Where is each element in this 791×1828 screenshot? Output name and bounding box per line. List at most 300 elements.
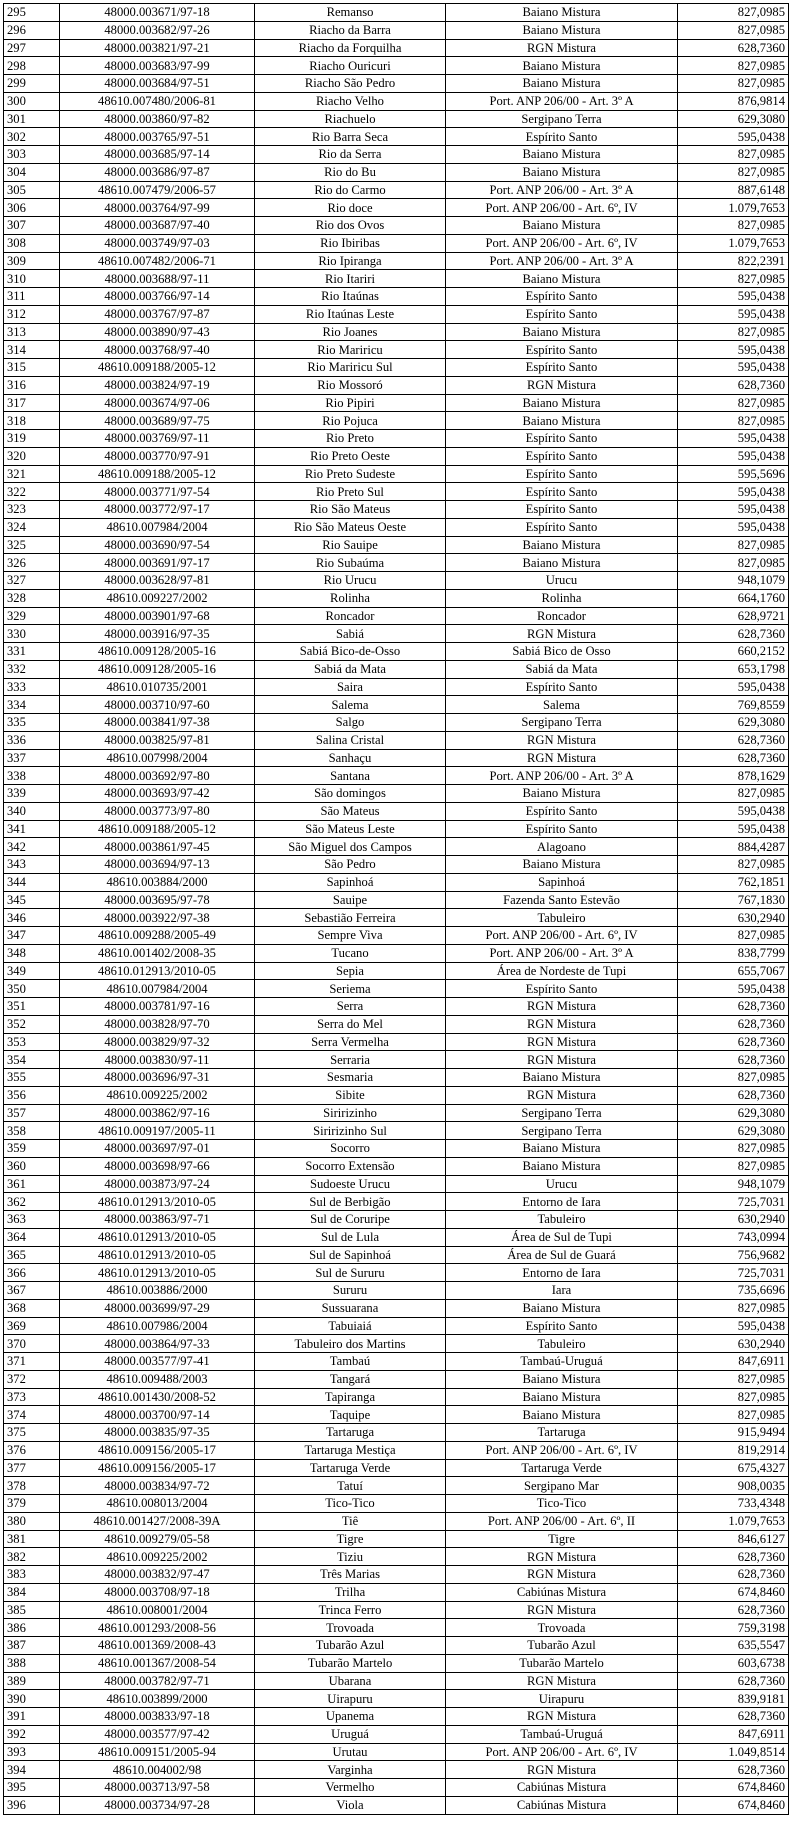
stream-cell: Baiano Mistura [446,1069,678,1087]
value-cell: 595,0438 [678,802,789,820]
table-row [4,980,789,998]
value-cell: 630,2940 [678,909,789,927]
value-cell: 827,0985 [678,554,789,572]
field-cell: Salema [255,696,446,714]
item-cell: 314 [4,341,60,359]
item-cell: 378 [4,1477,60,1495]
stream-cell: Sergipano Terra [446,1122,678,1140]
field-cell: Tartaruga [255,1424,446,1442]
stream-cell: Port. ANP 206/00 - Art. 3º A [446,767,678,785]
stream-cell: Port. ANP 206/00 - Art. 3º A [446,944,678,962]
table-row [4,1140,789,1158]
value-cell: 948,1079 [678,572,789,590]
field-cell: Uirapuru [255,1690,446,1708]
table-row [4,589,789,607]
item-cell: 395 [4,1779,60,1797]
table-row [4,270,789,288]
item-cell: 396 [4,1796,60,1814]
process-cell: 48000.003832/97-47 [60,1566,255,1584]
table-row [4,944,789,962]
item-cell: 308 [4,234,60,252]
item-cell: 355 [4,1069,60,1087]
process-cell: 48000.003834/97-72 [60,1477,255,1495]
field-cell: Sanhaçu [255,749,446,767]
table-row [4,1619,789,1637]
process-cell: 48000.003824/97-19 [60,376,255,394]
stream-cell: Tabuleiro [446,1211,678,1229]
stream-cell: Sabiá Bico de Osso [446,643,678,661]
field-cell: São Mateus [255,802,446,820]
value-cell: 628,7360 [678,376,789,394]
table-row [4,625,789,643]
stream-cell: RGN Mistura [446,1033,678,1051]
field-cell: Sabiá da Mata [255,660,446,678]
table-row [4,1441,789,1459]
field-cell: Vermelho [255,1779,446,1797]
table-row [4,891,789,909]
value-cell: 595,0438 [678,1317,789,1335]
process-cell: 48000.003696/97-31 [60,1069,255,1087]
stream-cell: RGN Mistura [446,1566,678,1584]
item-cell: 302 [4,128,60,146]
item-cell: 333 [4,678,60,696]
table-row [4,1193,789,1211]
table-row [4,1388,789,1406]
item-cell: 376 [4,1441,60,1459]
stream-cell: Espírito Santo [446,501,678,519]
value-cell: 827,0985 [678,1069,789,1087]
stream-cell: Baiano Mistura [446,163,678,181]
table-row [4,873,789,891]
item-cell: 350 [4,980,60,998]
table-row [4,1637,789,1655]
stream-cell: Port. ANP 206/00 - Art. 6º, IV [446,199,678,217]
value-cell: 595,0438 [678,501,789,519]
item-cell: 334 [4,696,60,714]
item-cell: 371 [4,1353,60,1371]
item-cell: 368 [4,1299,60,1317]
stream-cell: Baiano Mistura [446,785,678,803]
value-cell: 847,6911 [678,1353,789,1371]
stream-cell: Tubarão Azul [446,1637,678,1655]
item-cell: 383 [4,1566,60,1584]
item-cell: 393 [4,1743,60,1761]
table-row [4,660,789,678]
item-cell: 327 [4,572,60,590]
process-cell: 48610.010735/2001 [60,678,255,696]
value-cell: 630,2940 [678,1211,789,1229]
value-cell: 628,9721 [678,607,789,625]
process-cell: 48000.003690/97-54 [60,536,255,554]
item-cell: 341 [4,820,60,838]
field-cell: Serra Vermelha [255,1033,446,1051]
item-cell: 298 [4,57,60,75]
field-cell: Rio doce [255,199,446,217]
field-cell: Tambaú [255,1353,446,1371]
value-cell: 628,7360 [678,1086,789,1104]
process-cell: 48000.003821/97-21 [60,39,255,57]
item-cell: 359 [4,1140,60,1158]
stream-cell: Sapinhoá [446,873,678,891]
item-cell: 356 [4,1086,60,1104]
field-cell: Rio São Mateus [255,501,446,519]
value-cell: 630,2940 [678,1335,789,1353]
field-cell: Sabiá [255,625,446,643]
table-row [4,714,789,732]
item-cell: 349 [4,962,60,980]
item-cell: 317 [4,394,60,412]
item-cell: 306 [4,199,60,217]
table-row [4,163,789,181]
stream-cell: Sergipano Terra [446,1104,678,1122]
field-cell: Rio dos Ovos [255,217,446,235]
stream-cell: Port. ANP 206/00 - Art. 6º, IV [446,234,678,252]
value-cell: 827,0985 [678,163,789,181]
item-cell: 344 [4,873,60,891]
value-cell: 628,7360 [678,625,789,643]
stream-cell: Salema [446,696,678,714]
process-cell: 48000.003764/97-99 [60,199,255,217]
table-row [4,1228,789,1246]
process-cell: 48000.003749/97-03 [60,234,255,252]
item-cell: 385 [4,1601,60,1619]
process-cell: 48610.012913/2010-05 [60,1193,255,1211]
value-cell: 674,8460 [678,1796,789,1814]
table-row [4,1601,789,1619]
table-row [4,483,789,501]
stream-cell: RGN Mistura [446,625,678,643]
field-cell: Trilha [255,1583,446,1601]
table-row [4,21,789,39]
table-row [4,341,789,359]
process-cell: 48610.007479/2006-57 [60,181,255,199]
value-cell: 629,3080 [678,1104,789,1122]
stream-cell: Baiano Mistura [446,4,678,22]
stream-cell: Baiano Mistura [446,412,678,430]
table-row [4,696,789,714]
table-row [4,1175,789,1193]
item-cell: 300 [4,92,60,110]
stream-cell: Área de Nordeste de Tupi [446,962,678,980]
item-cell: 390 [4,1690,60,1708]
stream-cell: Port. ANP 206/00 - Art. 3º A [446,92,678,110]
stream-cell: Cabiúnas Mistura [446,1796,678,1814]
process-cell: 48000.003691/97-17 [60,554,255,572]
field-cell: Rio Pojuca [255,412,446,430]
field-cell: São domingos [255,785,446,803]
stream-cell: Baiano Mistura [446,270,678,288]
field-cell: Rio Itariri [255,270,446,288]
process-cell: 48000.003577/97-42 [60,1725,255,1743]
process-cell: 48610.009225/2002 [60,1548,255,1566]
field-cell: Rio do Carmo [255,181,446,199]
item-cell: 335 [4,714,60,732]
value-cell: 629,3080 [678,110,789,128]
process-cell: 48000.003688/97-11 [60,270,255,288]
stream-cell: Espírito Santo [446,447,678,465]
process-cell: 48000.003766/97-14 [60,288,255,306]
field-cell: Tapiranga [255,1388,446,1406]
stream-cell: Sergipano Mar [446,1477,678,1495]
value-cell: 847,6911 [678,1725,789,1743]
process-cell: 48610.001293/2008-56 [60,1619,255,1637]
field-cell: Roncador [255,607,446,625]
stream-cell: RGN Mistura [446,731,678,749]
process-cell: 48000.003693/97-42 [60,785,255,803]
item-cell: 369 [4,1317,60,1335]
item-cell: 386 [4,1619,60,1637]
field-cell: Riacho da Barra [255,21,446,39]
value-cell: 827,0985 [678,1370,789,1388]
process-cell: 48000.003825/97-81 [60,731,255,749]
field-cell: Serra [255,998,446,1016]
table-row [4,1530,789,1548]
value-cell: 595,0438 [678,518,789,536]
stream-cell: Baiano Mistura [446,146,678,164]
process-cell: 48610.012913/2010-05 [60,1264,255,1282]
field-cell: Sesmaria [255,1069,446,1087]
field-cell: Tangará [255,1370,446,1388]
field-cell: Rio Mariricu Sul [255,359,446,377]
value-cell: 887,6148 [678,181,789,199]
field-cell: Tucano [255,944,446,962]
value-cell: 629,3080 [678,1122,789,1140]
table-row [4,376,789,394]
process-cell: 48000.003864/97-33 [60,1335,255,1353]
value-cell: 595,0438 [678,430,789,448]
item-cell: 348 [4,944,60,962]
field-cell: Rio Mossoró [255,376,446,394]
process-cell: 48000.003773/97-80 [60,802,255,820]
value-cell: 838,7799 [678,944,789,962]
item-cell: 321 [4,465,60,483]
field-cell: Rio Urucu [255,572,446,590]
stream-cell: Port. ANP 206/00 - Art. 3º A [446,181,678,199]
stream-cell: Espírito Santo [446,1317,678,1335]
stream-cell: Trovoada [446,1619,678,1637]
field-cell: Ubarana [255,1672,446,1690]
item-cell: 345 [4,891,60,909]
table-row [4,1654,789,1672]
item-cell: 332 [4,660,60,678]
table-row [4,447,789,465]
process-cell: 48000.003890/97-43 [60,323,255,341]
stream-cell: RGN Mistura [446,1051,678,1069]
field-cell: Tartaruga Mestiça [255,1441,446,1459]
table-row [4,731,789,749]
table-row [4,518,789,536]
field-cell: São Miguel dos Campos [255,838,446,856]
field-cell: Rio Preto Oeste [255,447,446,465]
table-row [4,1122,789,1140]
stream-cell: Baiano Mistura [446,536,678,554]
field-cell: Salina Cristal [255,731,446,749]
table-row [4,234,789,252]
table-row [4,785,789,803]
field-cell: Rio Barra Seca [255,128,446,146]
process-cell: 48610.009225/2002 [60,1086,255,1104]
table-row [4,998,789,1016]
process-cell: 48000.003628/97-81 [60,572,255,590]
item-cell: 304 [4,163,60,181]
value-cell: 629,3080 [678,714,789,732]
item-cell: 323 [4,501,60,519]
field-cell: Riacho Velho [255,92,446,110]
field-cell: Uruguá [255,1725,446,1743]
value-cell: 827,0985 [678,217,789,235]
process-cell: 48610.009488/2003 [60,1370,255,1388]
process-cell: 48000.003710/97-60 [60,696,255,714]
process-cell: 48000.003841/97-38 [60,714,255,732]
item-cell: 343 [4,856,60,874]
table-row [4,909,789,927]
process-cell: 48000.003577/97-41 [60,1353,255,1371]
stream-cell: RGN Mistura [446,376,678,394]
table-row [4,1353,789,1371]
field-cell: São Mateus Leste [255,820,446,838]
process-cell: 48610.009188/2005-12 [60,359,255,377]
process-cell: 48000.003671/97-18 [60,4,255,22]
field-cell: Rio Ibiribas [255,234,446,252]
table-row [4,678,789,696]
stream-cell: Entorno de Iara [446,1193,678,1211]
stream-cell: Tico-Tico [446,1495,678,1513]
stream-cell: Tabuleiro [446,909,678,927]
stream-cell: Espírito Santo [446,359,678,377]
table-row [4,1033,789,1051]
stream-cell: Baiano Mistura [446,394,678,412]
stream-cell: Baiano Mistura [446,1140,678,1158]
process-cell: 48610.008001/2004 [60,1601,255,1619]
item-cell: 318 [4,412,60,430]
table-row [4,252,789,270]
field-cell: Tigre [255,1530,446,1548]
table-row [4,572,789,590]
value-cell: 595,0438 [678,305,789,323]
item-cell: 358 [4,1122,60,1140]
item-cell: 319 [4,430,60,448]
field-cell: Rio Preto Sul [255,483,446,501]
value-cell: 827,0985 [678,1388,789,1406]
stream-cell: Tartaruga [446,1424,678,1442]
value-cell: 725,7031 [678,1193,789,1211]
item-cell: 328 [4,589,60,607]
field-cell: Sul de Sapinhoá [255,1246,446,1264]
item-cell: 299 [4,75,60,93]
item-cell: 389 [4,1672,60,1690]
field-cell: Rio Preto Sudeste [255,465,446,483]
table-row [4,1282,789,1300]
stream-cell: Baiano Mistura [446,1299,678,1317]
table-row [4,802,789,820]
item-cell: 363 [4,1211,60,1229]
table-row [4,1299,789,1317]
stream-cell: Baiano Mistura [446,554,678,572]
value-cell: 827,0985 [678,1299,789,1317]
table-row [4,146,789,164]
table-row [4,927,789,945]
table-row [4,1779,789,1797]
stream-cell: Baiano Mistura [446,1370,678,1388]
process-cell: 48610.009156/2005-17 [60,1459,255,1477]
item-cell: 315 [4,359,60,377]
process-cell: 48000.003862/97-16 [60,1104,255,1122]
process-cell: 48000.003699/97-29 [60,1299,255,1317]
table-row [4,217,789,235]
value-cell: 762,1851 [678,873,789,891]
process-cell: 48610.009227/2002 [60,589,255,607]
item-cell: 303 [4,146,60,164]
field-cell: Viola [255,1796,446,1814]
value-cell: 664,1760 [678,589,789,607]
value-cell: 725,7031 [678,1264,789,1282]
process-cell: 48000.003768/97-40 [60,341,255,359]
value-cell: 827,0985 [678,536,789,554]
field-cell: Sempre Viva [255,927,446,945]
table-row [4,1086,789,1104]
table-row [4,1708,789,1726]
stream-cell: RGN Mistura [446,1708,678,1726]
item-cell: 338 [4,767,60,785]
stream-cell: Baiano Mistura [446,1388,678,1406]
item-cell: 384 [4,1583,60,1601]
table-row [4,643,789,661]
table-row [4,1761,789,1779]
process-cell: 48610.001367/2008-54 [60,1654,255,1672]
process-cell: 48000.003692/97-80 [60,767,255,785]
process-cell: 48000.003835/97-35 [60,1424,255,1442]
value-cell: 819,2914 [678,1441,789,1459]
item-cell: 361 [4,1175,60,1193]
process-cell: 48000.003772/97-17 [60,501,255,519]
table-row [4,1459,789,1477]
process-cell: 48000.003687/97-40 [60,217,255,235]
process-cell: 48000.003686/97-87 [60,163,255,181]
item-cell: 379 [4,1495,60,1513]
stream-cell: Tambaú-Uruguá [446,1725,678,1743]
item-cell: 354 [4,1051,60,1069]
item-cell: 388 [4,1654,60,1672]
item-cell: 357 [4,1104,60,1122]
item-cell: 313 [4,323,60,341]
stream-cell: Espírito Santo [446,465,678,483]
value-cell: 1.049,8514 [678,1743,789,1761]
stream-cell: Roncador [446,607,678,625]
table-row [4,1548,789,1566]
field-cell: Siririzinho [255,1104,446,1122]
field-cell: Tiê [255,1512,446,1530]
stream-cell: Urucu [446,572,678,590]
value-cell: 769,8559 [678,696,789,714]
stream-cell: Port. ANP 206/00 - Art. 6º, IV [446,927,678,945]
process-cell: 48610.012913/2010-05 [60,1246,255,1264]
process-cell: 48610.009151/2005-94 [60,1743,255,1761]
table-row [4,1157,789,1175]
item-cell: 312 [4,305,60,323]
stream-cell: Baiano Mistura [446,1406,678,1424]
stream-cell: Tabuleiro [446,1335,678,1353]
process-cell: 48610.009128/2005-16 [60,660,255,678]
item-cell: 342 [4,838,60,856]
field-cell: Varginha [255,1761,446,1779]
process-cell: 48610.009288/2005-49 [60,927,255,945]
stream-cell: Port. ANP 206/00 - Art. 6º, IV [446,1441,678,1459]
table-row [4,501,789,519]
item-cell: 353 [4,1033,60,1051]
process-cell: 48000.003781/97-16 [60,998,255,1016]
table-row [4,1264,789,1282]
value-cell: 628,7360 [678,1601,789,1619]
